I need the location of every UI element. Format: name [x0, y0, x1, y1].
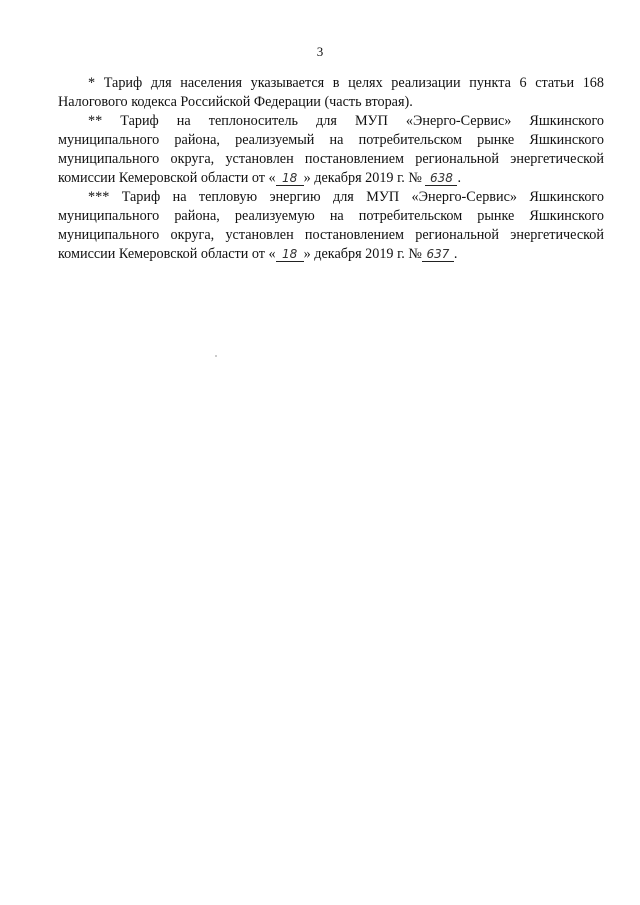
handwritten-day: 18: [276, 248, 304, 262]
handwritten-resolution-number: 637: [422, 248, 454, 262]
footnote-population-tariff: [58, 74, 604, 112]
footnote-text-end: .: [453, 246, 458, 262]
footnote-text-end: .: [457, 170, 462, 186]
footnotes-block: [58, 74, 604, 264]
handwritten-resolution-number: 638: [425, 172, 457, 186]
footnote-text-date: » декабря 2019 г. №: [303, 246, 422, 262]
handwritten-day: 18: [276, 172, 304, 186]
footnote-heat-energy-tariff: [58, 188, 604, 264]
footnote-text: *** Тариф на тепловую энергию для МУП «Энерго-Сервис» Яшкинского муниципального района, реализуемую на потребительском рынке Яшкинского муниципального округа, установлен постановлением региональной энергетической комиссии Кемеровской области от «: [58, 189, 604, 262]
footnote-text: ** Тариф на теплоноситель для МУП «Энерго-Сервис» Яшкинского муниципального района, реализуемый на потребительском рынке Яшкинского муниципального округа, установлен постановлением региональной энергетической комиссии Кемеровской области от «: [58, 113, 604, 186]
footnote-text: * Тариф для населения указывается в целях реализации пункта 6 статьи 168 Налогового кодекса Российской Федерации (часть вторая).: [58, 75, 604, 110]
footnote-text-date: » декабря 2019 г. №: [303, 170, 422, 186]
page-number: 3: [316, 44, 324, 59]
scan-speck: [215, 355, 217, 357]
footnote-heat-carrier-tariff: [58, 112, 604, 188]
